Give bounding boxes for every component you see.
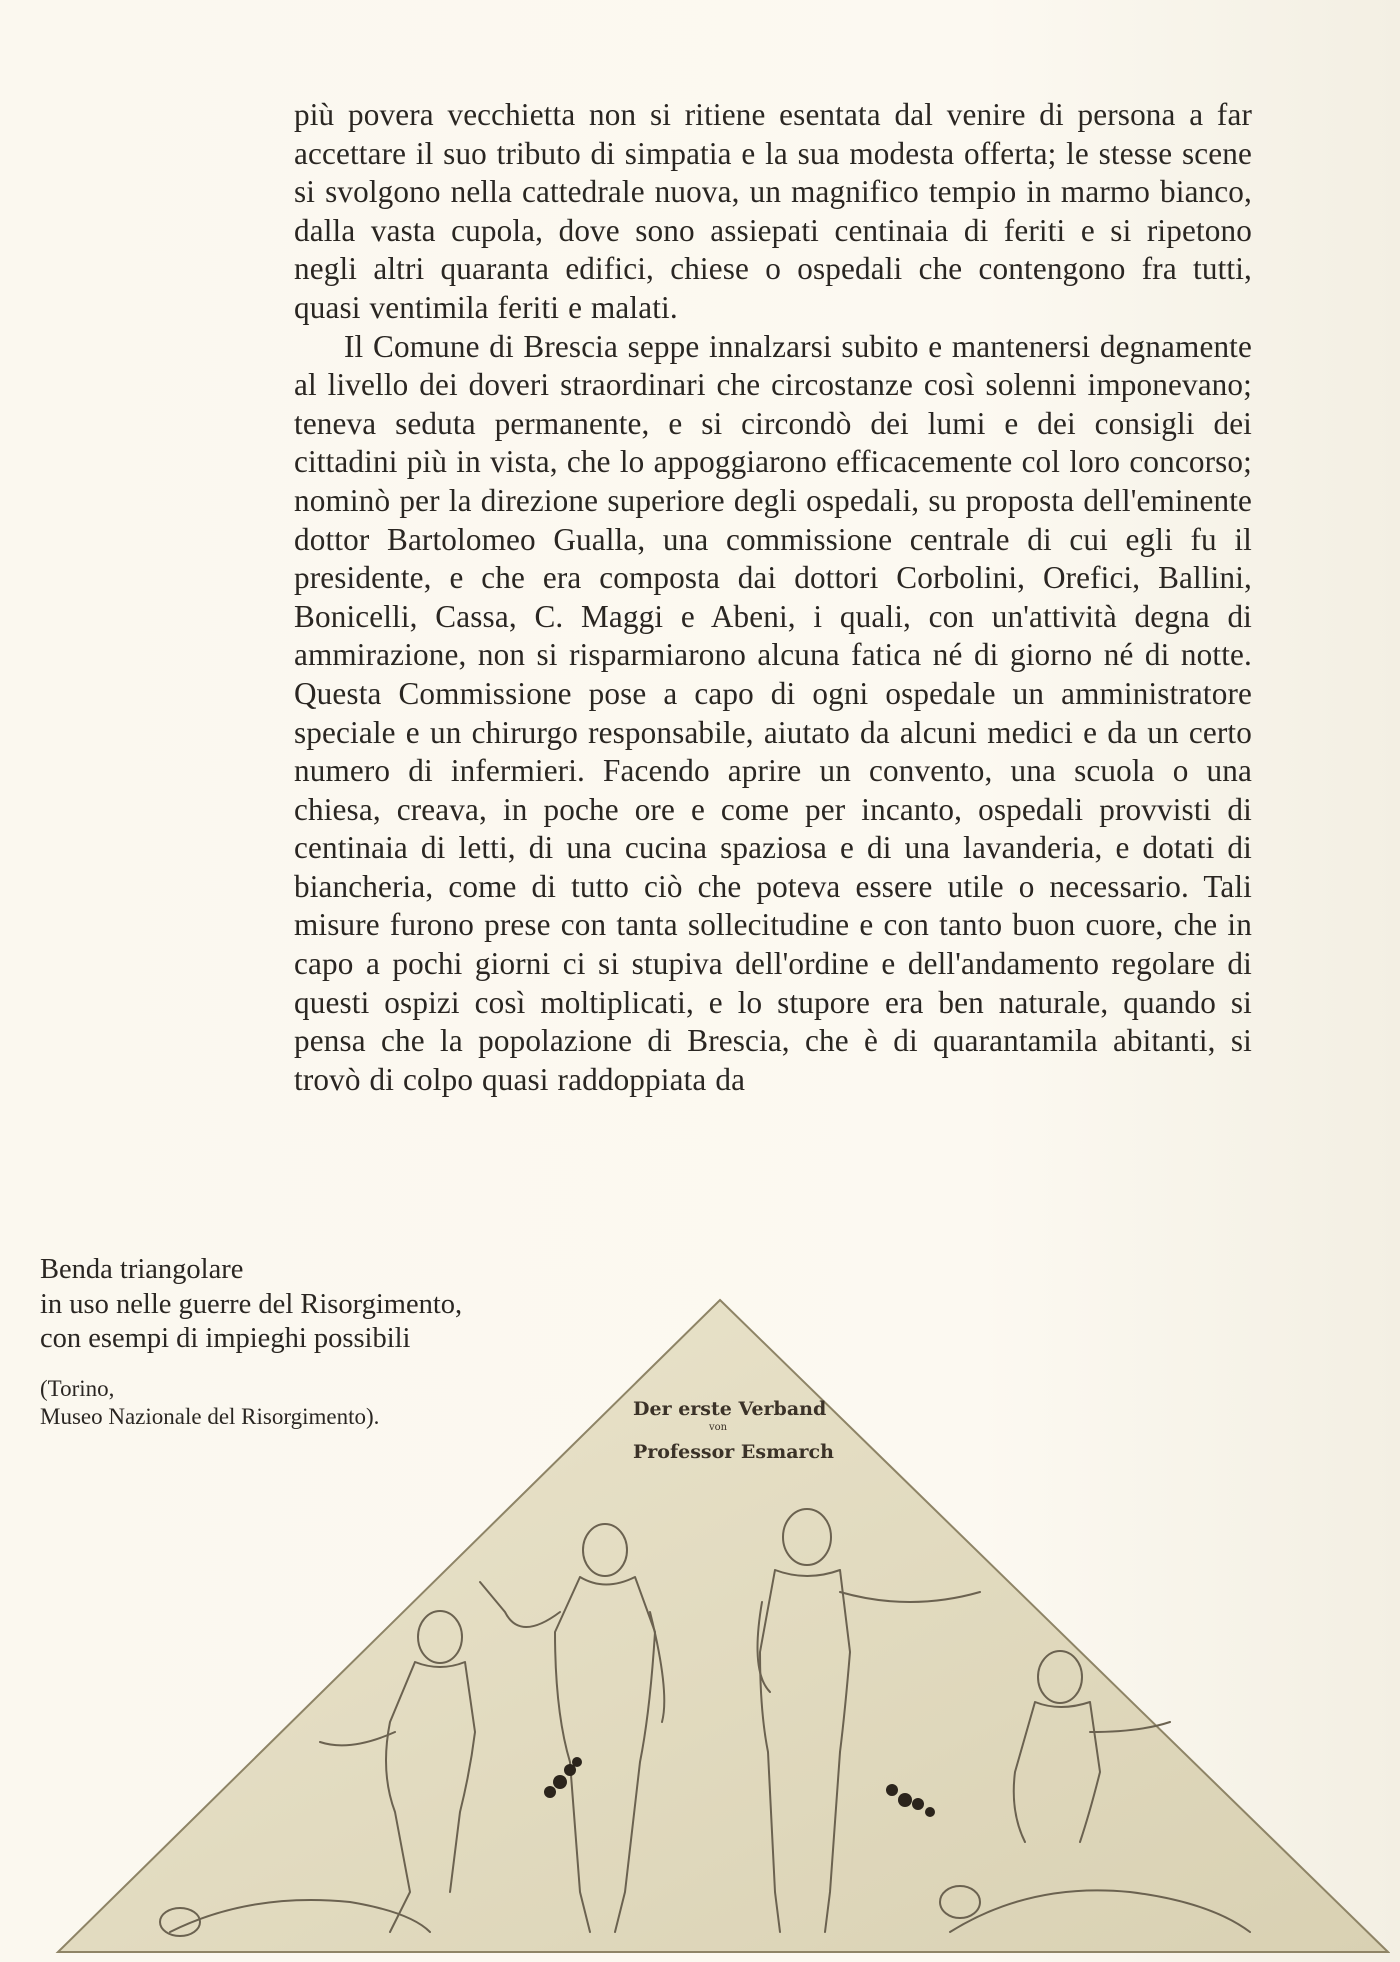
bandage-label-line3: Professor Esmarch: [633, 1441, 834, 1463]
body-paragraph-1: più povera vecchietta non si ritiene esentata dal venire di persona a far accettare il suo tributo di simpatia e la sua modesta offerta; le stesse scene si svolgono nella cattedrale nuova, un magnifico tempio in marmo bianco, dalla vasta cupola, dove sono assiepati centinaia di feriti e si ripetono negli altri quaranta edifici, chiese o ospedali che contengono fra tutti, quasi ventimila feriti e malati.: [294, 97, 1252, 325]
bandage-label-line2: von: [708, 1422, 728, 1433]
triangular-bandage-illustration: [50, 1292, 1390, 1962]
body-paragraph-2: Il Comune di Brescia seppe innalzarsi subito e mantenersi degnamente al livello dei doveri straordinari che circostanze così solenni imponevano; teneva seduta permanente, e si circondò dei lumi e dei consigli dei cittadini più in vista, che lo appoggiarono efficacemente col loro concorso; nominò per la direzione superiore degli ospedali, su proposta dell'eminente dottor Bartolomeo Gualla, una commissione centrale di cui egli fu il presidente, e che era composta dai dottori Corbolini, Orefici, Ballini, Bonicelli, Cassa, C. Maggi e Abeni, i quali, con un'attività degna di ammirazione, non si risparmiarono alcuna fatica né di giorno né di notte. Questa Commissione pose a capo di ogni ospedale un amministratore speciale e un chirurgo responsabile, aiutato da alcuni medici e da un certo numero di infermieri. Facendo aprire un convento, una scuola o una chiesa, creava, in poche ore e come per incanto, ospedali provvisti di centinaia di letti, di una cucina spaziosa e di una lavanderia, e dotati di biancheria, come di tutto ciò che poteva essere utile o necessario. Tali misure furono prese con tanta sollecitudine e con tanto buon cuore, che in capo a pochi giorni ci si stupiva dell'ordine e dell'andamento regolare di questi ospizi così moltiplicati, e lo stupore era ben naturale, quando si pensa che la popolazione di Brescia, che è di quarantamila abitanti, si trovò di colpo quasi raddoppiata da: [294, 328, 1252, 1097]
bandage-drawing: [50, 1292, 1390, 1962]
caption-title: Benda triangolare in uso nelle guerre del Risorgimento, con esempi di impieghi possibili: [40, 1254, 463, 1354]
bandage-label-line1: Der erste Verband: [633, 1398, 827, 1420]
caption-source: (Torino, Museo Nazionale del Risorgimento).: [40, 1375, 380, 1429]
body-text: [294, 96, 1252, 1099]
